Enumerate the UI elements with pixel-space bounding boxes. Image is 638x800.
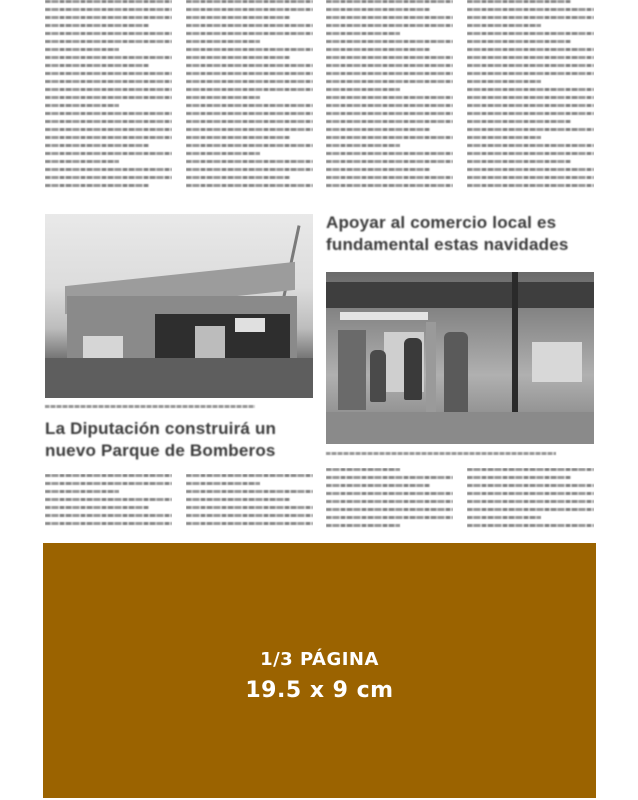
text-line — [186, 120, 313, 123]
text-line — [326, 104, 453, 107]
text-line — [186, 112, 313, 115]
text-line — [186, 176, 290, 179]
text-line — [45, 152, 172, 155]
text-line — [45, 144, 149, 147]
text-line — [186, 88, 313, 91]
text-line — [467, 136, 541, 139]
text-line — [467, 112, 594, 115]
text-line — [45, 32, 172, 35]
text-line — [186, 64, 313, 67]
text-line — [186, 104, 313, 107]
text-line — [467, 24, 541, 27]
text-line — [467, 120, 571, 123]
text-line — [326, 484, 430, 487]
text-line — [45, 24, 149, 27]
text-line — [467, 168, 594, 171]
text-line — [326, 524, 400, 527]
text-line — [186, 506, 313, 509]
text-line — [186, 474, 313, 477]
text-line — [186, 514, 313, 517]
text-column-7 — [326, 468, 453, 534]
text-line — [326, 120, 453, 123]
text-line — [326, 492, 453, 495]
text-line — [326, 112, 453, 115]
text-line — [326, 136, 453, 139]
text-line — [467, 104, 594, 107]
text-column-3 — [326, 0, 453, 196]
local-shop-photo — [326, 272, 594, 444]
text-line — [186, 96, 260, 99]
text-line — [45, 136, 172, 139]
text-line — [186, 152, 260, 155]
article-left-headline — [45, 418, 276, 462]
text-line — [186, 8, 313, 11]
fire-station-photo — [45, 214, 313, 398]
text-line — [45, 0, 172, 3]
ad-fraction-label: 1/3 PÁGINA — [260, 649, 379, 670]
text-line — [467, 492, 594, 495]
text-line — [45, 88, 172, 91]
text-line — [45, 160, 119, 163]
article-right-headline-line2: fundamental estas navidades — [326, 235, 569, 254]
text-line — [45, 64, 149, 67]
text-line — [467, 8, 594, 11]
text-line — [186, 0, 313, 3]
text-line — [326, 152, 453, 155]
text-line — [45, 184, 149, 187]
text-line — [326, 476, 453, 479]
text-line — [186, 184, 313, 187]
text-line — [326, 56, 453, 59]
text-line — [186, 72, 313, 75]
text-line — [467, 48, 594, 51]
text-line — [467, 80, 541, 83]
text-line — [45, 128, 172, 131]
text-line — [326, 176, 453, 179]
text-line — [326, 80, 453, 83]
text-line — [186, 498, 290, 501]
text-line — [186, 80, 313, 83]
text-line — [45, 56, 172, 59]
text-line — [186, 144, 313, 147]
text-line — [467, 88, 594, 91]
text-line — [45, 104, 119, 107]
text-line — [45, 168, 172, 171]
text-line — [186, 24, 313, 27]
text-line — [186, 490, 313, 493]
article-right-headline — [326, 212, 569, 256]
text-line — [467, 476, 571, 479]
text-line — [45, 474, 172, 477]
text-column-4 — [467, 0, 594, 196]
text-line — [186, 128, 313, 131]
text-line — [45, 498, 172, 501]
text-line — [45, 482, 172, 485]
photo-caption-right — [326, 452, 556, 455]
text-line — [467, 468, 594, 471]
text-line — [467, 184, 594, 187]
text-line — [467, 96, 594, 99]
text-line — [326, 88, 400, 91]
text-line — [45, 120, 172, 123]
text-line — [186, 482, 260, 485]
text-line — [326, 64, 453, 67]
text-line — [467, 508, 594, 511]
text-line — [186, 40, 260, 43]
text-line — [467, 128, 594, 131]
text-line — [326, 48, 430, 51]
text-line — [467, 0, 571, 3]
text-line — [186, 32, 313, 35]
text-line — [45, 522, 172, 525]
photo-caption-left — [45, 405, 255, 408]
text-line — [467, 40, 571, 43]
text-line — [326, 468, 400, 471]
text-line — [326, 16, 453, 19]
text-line — [186, 160, 313, 163]
text-column-6 — [186, 474, 313, 534]
text-line — [326, 128, 430, 131]
text-line — [45, 80, 172, 83]
text-line — [326, 160, 453, 163]
text-line — [326, 24, 453, 27]
text-line — [45, 48, 119, 51]
article-right-headline-line1: Apoyar al comercio local es — [326, 213, 557, 232]
ad-placeholder-box — [43, 543, 596, 798]
text-line — [45, 96, 172, 99]
text-line — [326, 40, 453, 43]
text-line — [467, 72, 594, 75]
text-line — [467, 16, 594, 19]
text-line — [467, 152, 594, 155]
text-line — [326, 516, 453, 519]
article-left-headline-line1: La Diputación construirá un — [45, 419, 277, 438]
text-line — [186, 56, 290, 59]
text-line — [186, 136, 290, 139]
text-line — [45, 490, 119, 493]
text-line — [467, 56, 594, 59]
ad-size-label: 19.5 x 9 cm — [245, 678, 394, 703]
text-line — [467, 176, 594, 179]
text-line — [45, 514, 172, 517]
text-line — [326, 500, 453, 503]
text-line — [326, 168, 430, 171]
text-line — [467, 144, 594, 147]
text-line — [45, 16, 172, 19]
text-line — [45, 506, 149, 509]
text-line — [186, 168, 313, 171]
text-line — [326, 184, 453, 187]
article-left-headline-line2: nuevo Parque de Bomberos — [45, 441, 276, 460]
text-line — [186, 16, 290, 19]
text-line — [45, 40, 172, 43]
text-column-2 — [186, 0, 313, 196]
text-line — [467, 64, 594, 67]
text-line — [467, 32, 594, 35]
text-column-5 — [45, 474, 172, 534]
text-column-1 — [45, 0, 172, 196]
text-line — [326, 32, 400, 35]
text-line — [326, 8, 430, 11]
text-line — [45, 176, 172, 179]
text-line — [45, 72, 172, 75]
text-line — [467, 484, 594, 487]
text-line — [326, 508, 453, 511]
text-line — [45, 8, 172, 11]
text-line — [186, 48, 313, 51]
text-line — [326, 144, 400, 147]
text-line — [326, 72, 453, 75]
text-line — [467, 524, 594, 527]
text-line — [326, 96, 453, 99]
text-line — [467, 516, 541, 519]
text-column-8 — [467, 468, 594, 534]
text-line — [326, 0, 453, 3]
text-line — [467, 160, 571, 163]
text-line — [45, 112, 172, 115]
text-line — [467, 500, 594, 503]
text-line — [186, 522, 313, 525]
